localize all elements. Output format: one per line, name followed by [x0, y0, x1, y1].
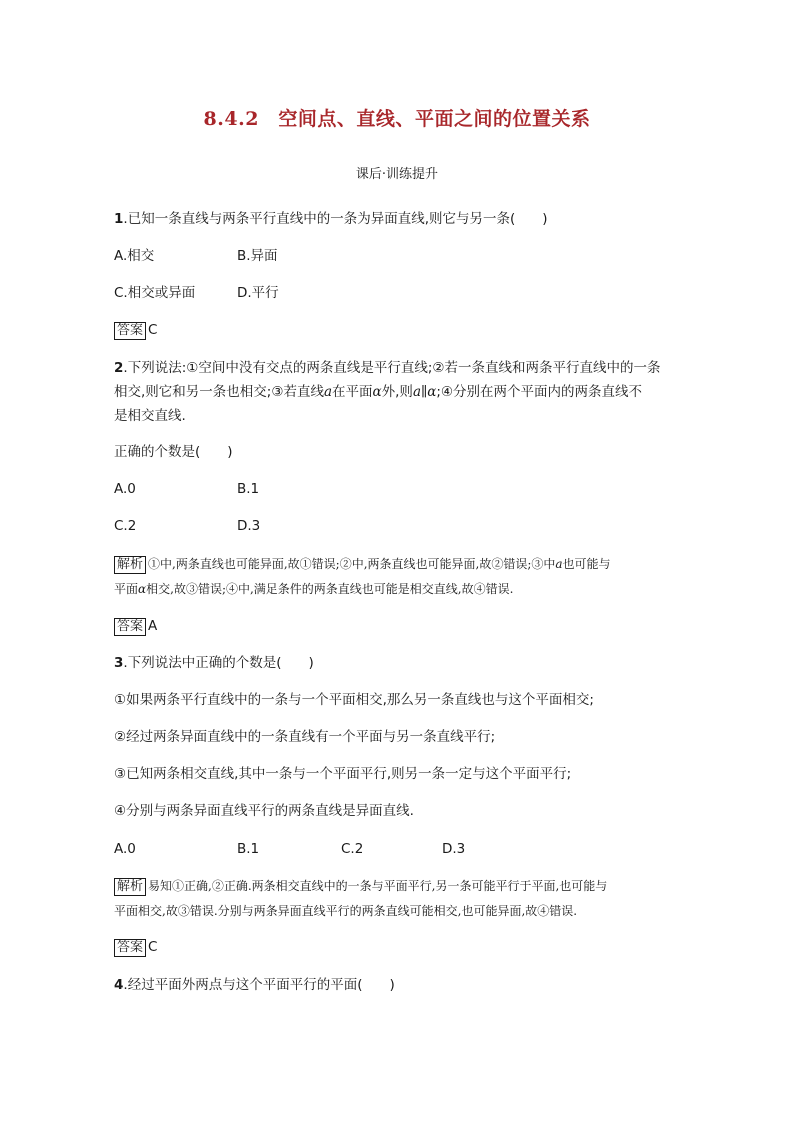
q3-option-a: A.0	[114, 841, 136, 857]
q3-statement-2: ②经过两条异面直线中的一条直线有一个平面与另一条直线平行;	[114, 729, 496, 745]
q2-answer	[114, 617, 157, 636]
question-number: 2	[114, 360, 124, 376]
text-segment: 平面	[114, 582, 139, 596]
q3-explanation-line1	[114, 877, 607, 896]
q2-option-a: A.0	[114, 481, 136, 497]
q2-option-b: B.1	[237, 481, 260, 497]
q3-statement-3: ③已知两条相交直线,其中一条与一个平面平行,则另一条一定与这个平面平行;	[114, 766, 572, 782]
q2-option-c: C.2	[114, 518, 137, 534]
q3-option-d: D.3	[442, 841, 466, 857]
math-symbol: a∥α	[412, 384, 437, 400]
math-symbol: α	[138, 582, 147, 596]
question-text: .下列说法中正确的个数是( )	[123, 655, 314, 671]
q3-statement-4: ④分别与两条异面直线平行的两条直线是异面直线.	[114, 803, 414, 819]
answer-value: A	[148, 618, 158, 634]
answer-tag: 答案	[114, 939, 146, 957]
question-2-stem-line2	[114, 383, 642, 401]
text-segment: ;④分别在两个平面内的两条直线不	[436, 384, 642, 400]
question-2-stem-line4: 正确的个数是( )	[114, 444, 233, 460]
question-number: 4	[114, 977, 124, 993]
question-1-stem	[114, 210, 548, 228]
q2-explanation-line1	[114, 555, 611, 574]
question-2-stem-line3: 是相交直线.	[114, 408, 186, 424]
text-segment: 也可能与	[562, 557, 611, 571]
text-segment: 相交,故③错误;④中,满足条件的两条直线也可能是相交直线,故④错误.	[146, 582, 514, 596]
q1-option-c: C.相交或异面	[114, 285, 196, 301]
answer-tag: 答案	[114, 618, 146, 636]
math-symbol: a	[323, 384, 333, 400]
text-segment: 易知①正确,②正确.两条相交直线中的一条与平面平行,另一条可能平行于平面,也可能与	[148, 879, 608, 893]
text-segment: 在平面	[332, 384, 373, 400]
answer-tag: 答案	[114, 322, 146, 340]
question-text: .下列说法:①空间中没有交点的两条直线是平行直线;②若一条直线和两条平行直线中的一条	[123, 360, 661, 376]
page-subtitle: 课后·训练提升	[355, 167, 439, 182]
question-4-stem	[114, 976, 395, 994]
question-2-stem-line1	[114, 359, 661, 377]
q2-option-d: D.3	[237, 518, 261, 534]
question-number: 3	[114, 655, 124, 671]
answer-value: C	[148, 322, 158, 338]
math-symbol: a	[555, 557, 563, 571]
q1-option-a: A.相交	[114, 248, 155, 264]
q1-option-d: D.平行	[237, 285, 279, 301]
text-segment: ①中,两条直线也可能异面,故①错误;②中,两条直线也可能异面,故②错误;③中	[148, 557, 556, 571]
q1-option-b: B.异面	[237, 248, 278, 264]
q1-answer	[114, 321, 157, 340]
text-segment: 相交,则它和另一条也相交;③若直线	[114, 384, 324, 400]
math-symbol: α	[372, 384, 382, 400]
explanation-tag: 解析	[114, 556, 146, 574]
question-3-stem	[114, 654, 314, 672]
q2-explanation-line2	[114, 580, 513, 598]
q3-statement-1: ①如果两条平行直线中的一条与一个平面相交,那么另一条直线也与这个平面相交;	[114, 692, 594, 708]
question-text: .经过平面外两点与这个平面平行的平面( )	[123, 977, 395, 993]
question-number: 1	[114, 211, 124, 227]
answer-value: C	[148, 939, 158, 955]
q3-explanation-line2: 平面相交,故③错误.分别与两条异面直线平行的两条直线可能相交,也可能异面,故④错误.	[114, 904, 578, 918]
q3-option-c: C.2	[341, 841, 364, 857]
explanation-tag: 解析	[114, 878, 146, 896]
question-text: .已知一条直线与两条平行直线中的一条为异面直线,则它与另一条( )	[123, 211, 548, 227]
text-segment: 外,则	[381, 384, 413, 400]
page-title: 8.4.2 空间点、直线、平面之间的位置关系	[203, 108, 591, 130]
q3-option-b: B.1	[237, 841, 260, 857]
q3-answer	[114, 938, 157, 957]
